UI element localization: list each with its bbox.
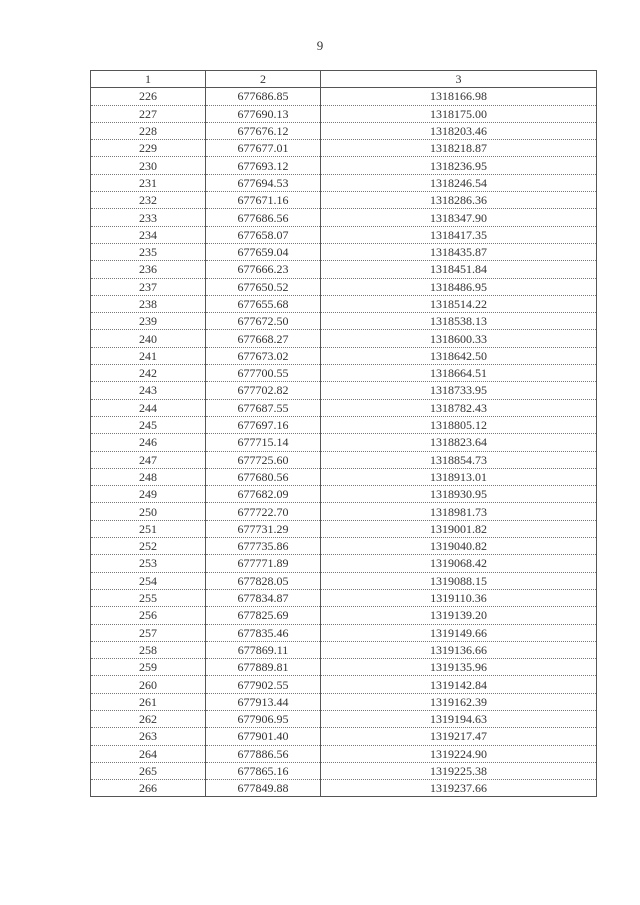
table-cell-col-2: 677677.01	[206, 140, 321, 157]
table-cell-col-2: 677694.53	[206, 174, 321, 191]
table-row	[91, 261, 597, 278]
table-cell-col-1: 234	[91, 226, 206, 243]
table-row	[91, 607, 597, 624]
table-row	[91, 468, 597, 485]
table-cell-col-2: 677702.82	[206, 382, 321, 399]
table-cell-col-3: 1319068.42	[321, 555, 597, 572]
table-cell-col-1: 255	[91, 589, 206, 606]
table-cell-col-1: 244	[91, 399, 206, 416]
table-cell-col-3: 1318930.95	[321, 486, 597, 503]
table-cell-col-3: 1318166.98	[321, 88, 597, 105]
table-cell-col-1: 237	[91, 278, 206, 295]
table-cell-col-3: 1318514.22	[321, 295, 597, 312]
table-cell-col-1: 253	[91, 555, 206, 572]
table-cell-col-1: 242	[91, 365, 206, 382]
table-cell-col-1: 252	[91, 538, 206, 555]
table-cell-col-3: 1318913.01	[321, 468, 597, 485]
table-cell-col-2: 677655.68	[206, 295, 321, 312]
table-cell-col-2: 677901.40	[206, 728, 321, 745]
table-row	[91, 313, 597, 330]
table-row	[91, 572, 597, 589]
table-row	[91, 105, 597, 122]
table-cell-col-3: 1319194.63	[321, 710, 597, 727]
table-cell-col-2: 677693.12	[206, 157, 321, 174]
table-row	[91, 728, 597, 745]
table-row	[91, 330, 597, 347]
table-cell-col-2: 677700.55	[206, 365, 321, 382]
table-cell-col-2: 677680.56	[206, 468, 321, 485]
table-cell-col-3: 1318782.43	[321, 399, 597, 416]
table-cell-col-1: 261	[91, 693, 206, 710]
table-cell-col-2: 677687.55	[206, 399, 321, 416]
table-cell-col-2: 677913.44	[206, 693, 321, 710]
table-cell-col-1: 254	[91, 572, 206, 589]
table-cell-col-1: 229	[91, 140, 206, 157]
table-row	[91, 641, 597, 658]
table-cell-col-1: 238	[91, 295, 206, 312]
table-cell-col-3: 1318486.95	[321, 278, 597, 295]
table-cell-col-3: 1318538.13	[321, 313, 597, 330]
table-cell-col-3: 1319142.84	[321, 676, 597, 693]
table-cell-col-2: 677650.52	[206, 278, 321, 295]
table-cell-col-1: 247	[91, 451, 206, 468]
table-cell-col-1: 264	[91, 745, 206, 762]
table-cell-col-3: 1319225.38	[321, 762, 597, 779]
table-cell-col-3: 1318347.90	[321, 209, 597, 226]
table-cell-col-3: 1318600.33	[321, 330, 597, 347]
table-row	[91, 278, 597, 295]
table-cell-col-3: 1318981.73	[321, 503, 597, 520]
table-cell-col-3: 1319110.36	[321, 589, 597, 606]
table-cell-col-1: 265	[91, 762, 206, 779]
table-cell-col-2: 677886.56	[206, 745, 321, 762]
table-cell-col-1: 266	[91, 780, 206, 797]
column-header-1: 1	[91, 71, 206, 88]
table-cell-col-1: 233	[91, 209, 206, 226]
table-cell-col-2: 677906.95	[206, 710, 321, 727]
table-cell-col-3: 1318854.73	[321, 451, 597, 468]
table-cell-col-3: 1319162.39	[321, 693, 597, 710]
table-cell-col-1: 243	[91, 382, 206, 399]
table-cell-col-1: 232	[91, 192, 206, 209]
table-cell-col-3: 1318805.12	[321, 416, 597, 433]
table-cell-col-2: 677682.09	[206, 486, 321, 503]
table-row	[91, 780, 597, 797]
table-row	[91, 140, 597, 157]
table-cell-col-1: 248	[91, 468, 206, 485]
table-body	[91, 88, 597, 797]
table-cell-col-3: 1318246.54	[321, 174, 597, 191]
table-cell-col-1: 235	[91, 243, 206, 260]
table-cell-col-2: 677725.60	[206, 451, 321, 468]
page-number: 9	[316, 38, 324, 53]
table-row	[91, 762, 597, 779]
table-row	[91, 295, 597, 312]
table-row	[91, 243, 597, 260]
table-cell-col-3: 1318218.87	[321, 140, 597, 157]
table-cell-col-2: 677722.70	[206, 503, 321, 520]
table-cell-col-1: 236	[91, 261, 206, 278]
table-cell-col-1: 260	[91, 676, 206, 693]
table-cell-col-3: 1319088.15	[321, 572, 597, 589]
table-row	[91, 347, 597, 364]
table-cell-col-1: 251	[91, 520, 206, 537]
table-cell-col-2: 677668.27	[206, 330, 321, 347]
table-row	[91, 451, 597, 468]
table-cell-col-1: 245	[91, 416, 206, 433]
table-cell-col-2: 677869.11	[206, 641, 321, 658]
table-cell-col-2: 677690.13	[206, 105, 321, 122]
table-cell-col-1: 246	[91, 434, 206, 451]
table-cell-col-3: 1318733.95	[321, 382, 597, 399]
table-row	[91, 157, 597, 174]
table-row	[91, 538, 597, 555]
table-cell-col-1: 249	[91, 486, 206, 503]
table-cell-col-2: 677672.50	[206, 313, 321, 330]
table-row	[91, 624, 597, 641]
table-row	[91, 434, 597, 451]
table-cell-col-3: 1319136.66	[321, 641, 597, 658]
table-row	[91, 503, 597, 520]
table-cell-col-3: 1319040.82	[321, 538, 597, 555]
table-cell-col-1: 230	[91, 157, 206, 174]
table-cell-col-3: 1318203.46	[321, 122, 597, 139]
table-row	[91, 659, 597, 676]
table-cell-col-3: 1318417.35	[321, 226, 597, 243]
table-row	[91, 192, 597, 209]
table-row	[91, 416, 597, 433]
table-row	[91, 174, 597, 191]
table-row	[91, 555, 597, 572]
table-cell-col-1: 228	[91, 122, 206, 139]
table-cell-col-1: 226	[91, 88, 206, 105]
table-cell-col-1: 256	[91, 607, 206, 624]
coordinates-table	[90, 70, 597, 797]
table-cell-col-3: 1318286.36	[321, 192, 597, 209]
column-header-2: 2	[206, 71, 321, 88]
table-cell-col-2: 677735.86	[206, 538, 321, 555]
table-row	[91, 399, 597, 416]
table-row	[91, 486, 597, 503]
table-cell-col-3: 1318823.64	[321, 434, 597, 451]
table-cell-col-2: 677828.05	[206, 572, 321, 589]
table-cell-col-2: 677835.46	[206, 624, 321, 641]
table-cell-col-1: 231	[91, 174, 206, 191]
table-cell-col-3: 1318664.51	[321, 365, 597, 382]
table-cell-col-2: 677658.07	[206, 226, 321, 243]
table-row	[91, 745, 597, 762]
table-cell-col-2: 677697.16	[206, 416, 321, 433]
table-cell-col-3: 1318642.50	[321, 347, 597, 364]
table-cell-col-2: 677686.85	[206, 88, 321, 105]
table-row	[91, 693, 597, 710]
table-row	[91, 209, 597, 226]
table-row	[91, 676, 597, 693]
table-row	[91, 382, 597, 399]
table-cell-col-3: 1318451.84	[321, 261, 597, 278]
table-row	[91, 226, 597, 243]
table-cell-col-1: 241	[91, 347, 206, 364]
table-cell-col-2: 677666.23	[206, 261, 321, 278]
table-row	[91, 520, 597, 537]
table-cell-col-1: 259	[91, 659, 206, 676]
table-cell-col-1: 257	[91, 624, 206, 641]
table-row	[91, 122, 597, 139]
table-cell-col-2: 677834.87	[206, 589, 321, 606]
table-row	[91, 365, 597, 382]
table-header-row	[91, 71, 597, 88]
table-cell-col-2: 677673.02	[206, 347, 321, 364]
table-cell-col-2: 677865.16	[206, 762, 321, 779]
table-cell-col-1: 258	[91, 641, 206, 658]
column-header-3: 3	[321, 71, 597, 88]
table-cell-col-1: 250	[91, 503, 206, 520]
table-cell-col-2: 677659.04	[206, 243, 321, 260]
table-row	[91, 710, 597, 727]
table-cell-col-2: 677676.12	[206, 122, 321, 139]
table-cell-col-3: 1319217.47	[321, 728, 597, 745]
table-cell-col-3: 1319139.20	[321, 607, 597, 624]
table-cell-col-1: 263	[91, 728, 206, 745]
table-cell-col-3: 1319224.90	[321, 745, 597, 762]
table-cell-col-2: 677902.55	[206, 676, 321, 693]
table-cell-col-3: 1318236.95	[321, 157, 597, 174]
table-cell-col-3: 1319237.66	[321, 780, 597, 797]
table-cell-col-2: 677715.14	[206, 434, 321, 451]
table-cell-col-3: 1319149.66	[321, 624, 597, 641]
table-cell-col-1: 240	[91, 330, 206, 347]
table-cell-col-2: 677731.29	[206, 520, 321, 537]
table-cell-col-2: 677825.69	[206, 607, 321, 624]
table-cell-col-1: 227	[91, 105, 206, 122]
table-row	[91, 88, 597, 105]
table-cell-col-2: 677686.56	[206, 209, 321, 226]
table-cell-col-3: 1319135.96	[321, 659, 597, 676]
table-cell-col-3: 1318175.00	[321, 105, 597, 122]
table-cell-col-3: 1318435.87	[321, 243, 597, 260]
table-row	[91, 589, 597, 606]
table-cell-col-2: 677671.16	[206, 192, 321, 209]
table-cell-col-2: 677771.89	[206, 555, 321, 572]
table-cell-col-2: 677849.88	[206, 780, 321, 797]
table-cell-col-3: 1319001.82	[321, 520, 597, 537]
table-cell-col-1: 239	[91, 313, 206, 330]
table-cell-col-1: 262	[91, 710, 206, 727]
table-cell-col-2: 677889.81	[206, 659, 321, 676]
